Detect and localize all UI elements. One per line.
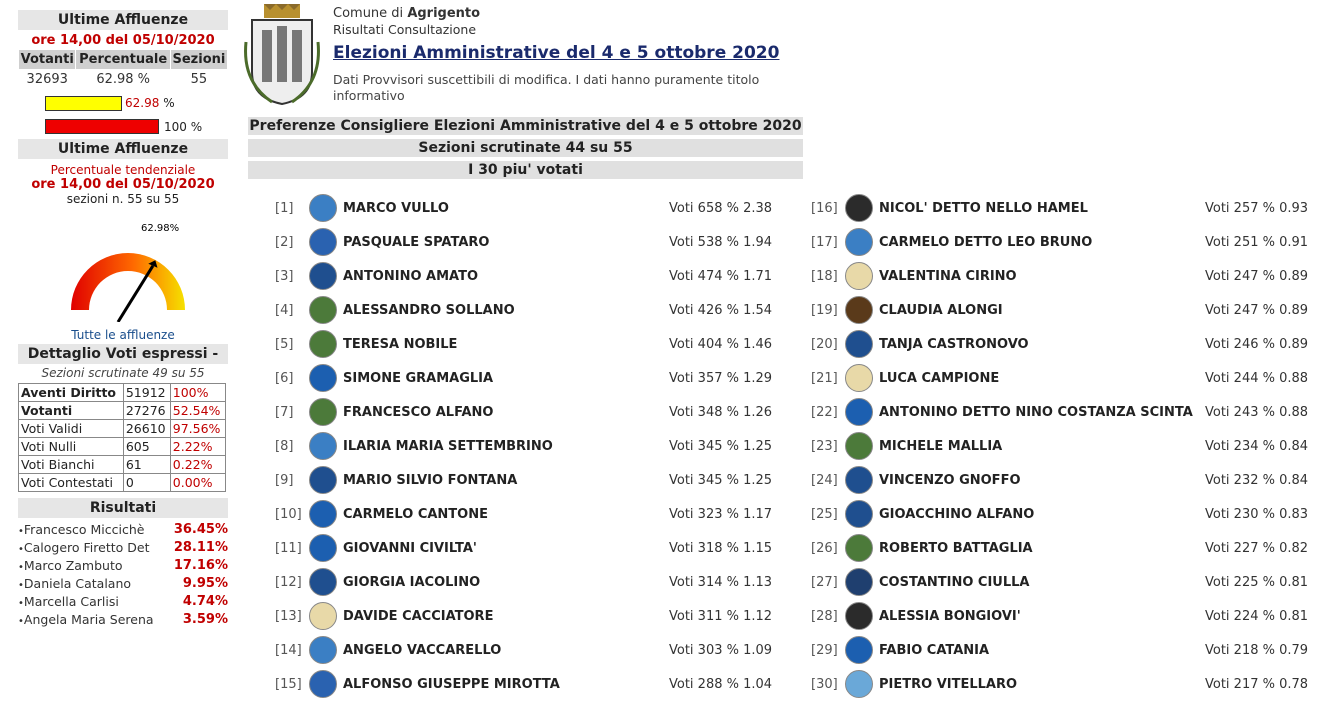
votes-row: [19, 456, 226, 474]
candidate-rank: [1]: [275, 200, 294, 216]
votes-label: Voti Validi: [19, 420, 124, 438]
votes-pct: 97.56%: [170, 420, 225, 438]
candidate-rank: [29]: [811, 642, 838, 658]
candidate-rank: [2]: [275, 234, 294, 250]
party-logo-icon: [309, 364, 337, 392]
candidate-name: PASQUALE SPATARO: [343, 234, 490, 250]
candidate-row: [811, 669, 1308, 699]
party-logo-icon: [845, 398, 873, 426]
candidate-row: [275, 567, 772, 597]
candidate-row: [811, 261, 1308, 291]
candidate-row: [811, 499, 1308, 529]
votes-pct: 52.54%: [170, 402, 225, 420]
votes-label: Voti Nulli: [19, 438, 124, 456]
candidate-name: VALENTINA CIRINO: [879, 268, 1017, 284]
candidate-votes: Voti 318 % 1.15: [669, 540, 773, 556]
candidate-rank: [23]: [811, 438, 838, 454]
party-logo-icon: [845, 602, 873, 630]
candidate-rank: [24]: [811, 472, 838, 488]
candidate-rank: [22]: [811, 404, 838, 420]
party-logo-icon: [845, 534, 873, 562]
result-item: [18, 558, 228, 573]
result-percentage: 17.16%: [173, 558, 228, 573]
bar-current-value: 62.98: [125, 96, 160, 110]
party-logo-icon: [845, 330, 873, 358]
candidate-rank: [6]: [275, 370, 294, 386]
candidate-name: ALFONSO GIUSEPPE MIROTTA: [343, 676, 560, 692]
candidate-votes: Voti 303 % 1.09: [669, 642, 773, 658]
party-logo-icon: [309, 194, 337, 222]
votes-pct: 0.22%: [170, 456, 225, 474]
candidate-name: ALESSANDRO SOLLANO: [343, 302, 515, 318]
gauge-arc: [71, 253, 185, 310]
candidate-name: NICOL' DETTO NELLO HAMEL: [879, 200, 1088, 216]
candidate-name: VINCENZO GNOFFO: [879, 472, 1021, 488]
candidate-rank: [26]: [811, 540, 838, 556]
candidate-row: [275, 193, 772, 223]
candidate-votes: Voti 234 % 0.84: [1205, 438, 1309, 454]
preferenze-bar: Preferenze Consigliere Elezioni Amministrative del 4 e 5 ottobre 2020: [249, 118, 802, 134]
candidate-votes: Voti 230 % 0.83: [1205, 506, 1309, 522]
candidate-votes: Voti 217 % 0.78: [1205, 676, 1309, 692]
candidate-votes: Voti 314 % 1.13: [669, 574, 773, 590]
col-sezioni: Sezioni: [170, 50, 227, 70]
result-candidate-name: • Angela Maria Serena: [18, 612, 158, 627]
party-logo-icon: [845, 364, 873, 392]
comune-heading: [333, 6, 480, 21]
candidate-votes: Voti 348 % 1.26: [669, 404, 773, 420]
dettaglio-voti-heading: Dettaglio Voti espressi -: [18, 344, 228, 364]
top30-bar: I 30 piu' votati: [248, 161, 803, 179]
candidate-rank: [27]: [811, 574, 838, 590]
percentuale-tendenziale: Percentuale tendenziale: [50, 163, 196, 177]
party-logo-icon: [309, 534, 337, 562]
party-logo-icon: [309, 636, 337, 664]
party-logo-icon: [845, 262, 873, 290]
bar-total-label: 100 %: [164, 120, 203, 134]
col-votanti: Votanti: [19, 50, 76, 70]
candidate-row: [811, 397, 1308, 427]
candidate-votes: Voti 251 % 0.91: [1205, 234, 1309, 250]
party-logo-icon: [845, 636, 873, 664]
candidate-name: PIETRO VITELLARO: [879, 676, 1018, 692]
col-percentuale: Percentuale: [76, 50, 170, 70]
result-percentage: 4.74%: [182, 594, 228, 609]
votes-pct: 0.00%: [170, 474, 225, 492]
result-candidate-name: • Calogero Firetto Det: [18, 540, 158, 555]
candidate-name: FABIO CATANIA: [879, 642, 990, 658]
affluence-time: ore 14,00 del 05/10/2020: [31, 33, 215, 48]
candidate-name: SIMONE GRAMAGLIA: [343, 370, 494, 386]
candidate-rank: [21]: [811, 370, 838, 386]
candidate-rank: [8]: [275, 438, 294, 454]
candidate-name: LUCA CAMPIONE: [879, 370, 1000, 386]
candidate-name: TANJA CASTRONOVO: [879, 336, 1029, 352]
ultime-affluenze-heading-2: Ultime Affluenze: [18, 139, 228, 159]
party-logo-icon: [309, 330, 337, 358]
votes-value: 605: [123, 438, 170, 456]
votes-detail-table: [18, 383, 226, 492]
result-candidate-name: • Francesco Miccichè: [18, 522, 158, 537]
candidate-name: MARIO SILVIO FONTANA: [343, 472, 518, 488]
candidate-rank: [11]: [275, 540, 302, 556]
candidate-row: [811, 295, 1308, 325]
candidate-votes: Voti 227 % 0.82: [1205, 540, 1309, 556]
yellow-progress-bar: [45, 96, 122, 111]
candidate-row: [811, 193, 1308, 223]
votes-value: 27276: [123, 402, 170, 420]
party-logo-icon: [309, 262, 337, 290]
candidate-row: [275, 601, 772, 631]
candidate-name: FRANCESCO ALFANO: [343, 404, 494, 420]
candidate-row: [275, 329, 772, 359]
result-percentage: 3.59%: [182, 612, 228, 627]
candidate-row: [811, 363, 1308, 393]
candidate-name: CLAUDIA ALONGI: [879, 302, 1003, 318]
candidate-row: [275, 635, 772, 665]
candidate-row: [275, 261, 772, 291]
candidate-row: [811, 329, 1308, 359]
party-logo-icon: [845, 228, 873, 256]
candidate-row: [275, 465, 772, 495]
candidate-name: MICHELE MALLIA: [879, 438, 1003, 454]
result-percentage: 36.45%: [173, 522, 228, 537]
votes-label: Aventi Diritto: [19, 384, 124, 402]
candidate-rank: [7]: [275, 404, 294, 420]
party-logo-icon: [845, 432, 873, 460]
candidate-row: [275, 533, 772, 563]
candidate-name: TERESA NOBILE: [343, 336, 458, 352]
turnout-gauge: [63, 222, 193, 322]
party-logo-icon: [845, 296, 873, 324]
candidate-votes: Voti 426 % 1.54: [669, 302, 773, 318]
party-logo-icon: [309, 296, 337, 324]
votes-value: 51912: [123, 384, 170, 402]
candidate-rank: [4]: [275, 302, 294, 318]
candidate-rank: [10]: [275, 506, 302, 522]
votes-row: [19, 384, 226, 402]
candidate-votes: Voti 538 % 1.94: [669, 234, 773, 250]
candidate-rank: [15]: [275, 676, 302, 692]
candidate-name: GIOVANNI CIVILTA': [343, 540, 477, 556]
sezioni-count: sezioni n. 55 su 55: [66, 192, 180, 206]
candidate-row: [811, 227, 1308, 257]
risultati-heading: Risultati: [18, 498, 228, 518]
val-votanti: 32693: [26, 72, 68, 87]
candidate-votes: Voti 243 % 0.88: [1205, 404, 1309, 420]
affluence-bar-total: [18, 117, 228, 137]
election-title-link[interactable]: Elezioni Amministrative del 4 e 5 ottobre 2020: [333, 43, 780, 63]
val-sezioni: 55: [190, 72, 208, 87]
result-percentage: 28.11%: [173, 540, 228, 555]
candidate-name: ANGELO VACCARELLO: [343, 642, 502, 658]
candidate-name: ROBERTO BATTAGLIA: [879, 540, 1033, 556]
votes-pct: 100%: [170, 384, 225, 402]
party-logo-icon: [309, 228, 337, 256]
party-logo-icon: [309, 466, 337, 494]
candidate-name: COSTANTINO CIULLA: [879, 574, 1030, 590]
candidate-votes: Voti 658 % 2.38: [669, 200, 773, 216]
candidate-votes: Voti 345 % 1.25: [669, 438, 773, 454]
candidate-row: [811, 465, 1308, 495]
party-logo-icon: [309, 670, 337, 698]
votes-row: [19, 474, 226, 492]
candidate-row: [811, 601, 1308, 631]
val-percentuale: 62.98 %: [96, 72, 151, 87]
votes-value: 61: [123, 456, 170, 474]
candidate-rank: [30]: [811, 676, 838, 692]
candidate-rank: [25]: [811, 506, 838, 522]
candidate-name: CARMELO CANTONE: [343, 506, 488, 522]
party-logo-icon: [845, 466, 873, 494]
candidate-row: [811, 533, 1308, 563]
candidate-row: [275, 397, 772, 427]
candidate-row: [811, 635, 1308, 665]
candidate-row: [811, 567, 1308, 597]
candidate-rank: [18]: [811, 268, 838, 284]
candidate-votes: Voti 404 % 1.46: [669, 336, 773, 352]
candidate-rank: [12]: [275, 574, 302, 590]
candidate-name: ANTONINO AMATO: [343, 268, 479, 284]
provisional-notice: Dati Provvisori suscettibili di modifica. I dati hanno puramente titolo informativo: [333, 72, 760, 103]
comune-name: Agrigento: [407, 6, 481, 21]
result-candidate-name: • Daniela Catalano: [18, 576, 158, 591]
votes-row: [19, 438, 226, 456]
party-logo-icon: [845, 194, 873, 222]
candidate-row: [275, 499, 772, 529]
party-logo-icon: [309, 398, 337, 426]
candidate-rank: [9]: [275, 472, 294, 488]
votes-label: Voti Contestati: [19, 474, 124, 492]
result-candidate-name: • Marcella Carlisi: [18, 594, 158, 609]
result-item: [18, 576, 228, 591]
votes-label: Voti Bianchi: [19, 456, 124, 474]
party-logo-icon: [845, 500, 873, 528]
candidate-name: ILARIA MARIA SETTEMBRINO: [343, 438, 553, 454]
result-percentage: 9.95%: [182, 576, 228, 591]
candidate-name: GIORGIA IACOLINO: [343, 574, 481, 590]
consultazione-subtitle: Risultati Consultazione: [333, 22, 477, 37]
result-candidate-name: • Marco Zambuto: [18, 558, 158, 573]
result-item: [18, 594, 228, 609]
candidate-rank: [13]: [275, 608, 302, 624]
result-item: [18, 522, 228, 537]
gauge-needle: [118, 266, 153, 322]
votes-row: [19, 402, 226, 420]
votes-value: 26610: [123, 420, 170, 438]
candidate-name: ALESSIA BONGIOVI': [879, 608, 1021, 624]
candidate-votes: Voti 247 % 0.89: [1205, 302, 1309, 318]
comune-prefix: Comune di: [333, 6, 404, 21]
candidate-votes: Voti 474 % 1.71: [669, 268, 773, 284]
tutte-affluenze-link[interactable]: Tutte le affluenze: [71, 328, 175, 342]
candidate-rank: [3]: [275, 268, 294, 284]
candidate-row: [811, 431, 1308, 461]
candidate-votes: Voti 288 % 1.04: [669, 676, 773, 692]
candidate-votes: Voti 246 % 0.89: [1205, 336, 1309, 352]
candidate-row: [275, 295, 772, 325]
candidate-rank: [28]: [811, 608, 838, 624]
candidate-name: CARMELO DETTO LEO BRUNO: [879, 234, 1093, 250]
candidate-votes: Voti 232 % 0.84: [1205, 472, 1309, 488]
candidate-name: DAVIDE CACCIATORE: [343, 608, 494, 624]
candidate-row: [275, 431, 772, 461]
party-logo-icon: [845, 670, 873, 698]
party-logo-icon: [845, 568, 873, 596]
candidate-votes: Voti 357 % 1.29: [669, 370, 773, 386]
agrigento-crest-logo: [242, 2, 322, 106]
candidate-votes: Voti 247 % 0.89: [1205, 268, 1309, 284]
party-logo-icon: [309, 500, 337, 528]
bar-current-unit: %: [163, 96, 175, 110]
candidate-rank: [17]: [811, 234, 838, 250]
result-item: [18, 540, 228, 555]
result-item: [18, 612, 228, 627]
candidate-votes: Voti 224 % 0.81: [1205, 608, 1309, 624]
candidate-votes: Voti 257 % 0.93: [1205, 200, 1309, 216]
mayor-results-list: [18, 522, 228, 630]
ultime-affluenze-heading: Ultime Affluenze: [18, 10, 228, 30]
votes-pct: 2.22%: [170, 438, 225, 456]
sezioni-scrutinate-bar: Sezioni scrutinate 44 su 55: [248, 139, 803, 157]
gauge-value-label: 62.98%: [141, 223, 180, 234]
candidate-row: [275, 363, 772, 393]
affluence-sidebar: [18, 10, 228, 696]
votes-label: Votanti: [19, 402, 124, 420]
candidate-rank: [19]: [811, 302, 838, 318]
votes-row: [19, 420, 226, 438]
candidate-name: MARCO VULLO: [343, 200, 449, 216]
sezioni-scrutinate-sidebar: Sezioni scrutinate 49 su 55: [41, 366, 205, 380]
candidate-row: [275, 669, 772, 699]
party-logo-icon: [309, 568, 337, 596]
candidate-votes: Voti 311 % 1.12: [669, 608, 773, 624]
candidate-rank: [14]: [275, 642, 302, 658]
candidate-votes: Voti 244 % 0.88: [1205, 370, 1309, 386]
party-logo-icon: [309, 602, 337, 630]
candidate-votes: Voti 345 % 1.25: [669, 472, 773, 488]
candidate-votes: Voti 225 % 0.81: [1205, 574, 1309, 590]
votes-value: 0: [123, 474, 170, 492]
candidate-votes: Voti 323 % 1.17: [669, 506, 773, 522]
affluence-bar-current: [18, 95, 228, 115]
candidate-name: ANTONINO DETTO NINO COSTANZA SCINTA: [879, 404, 1193, 420]
candidate-name: GIOACCHINO ALFANO: [879, 506, 1035, 522]
affluence-table: [18, 49, 228, 89]
affluence-time-2: ore 14,00 del 05/10/2020: [31, 177, 215, 192]
candidate-row: [275, 227, 772, 257]
party-logo-icon: [309, 432, 337, 460]
candidate-votes: Voti 218 % 0.79: [1205, 642, 1309, 658]
candidate-rank: [16]: [811, 200, 838, 216]
candidate-rank: [5]: [275, 336, 294, 352]
candidate-rank: [20]: [811, 336, 838, 352]
red-progress-bar: [45, 119, 159, 134]
